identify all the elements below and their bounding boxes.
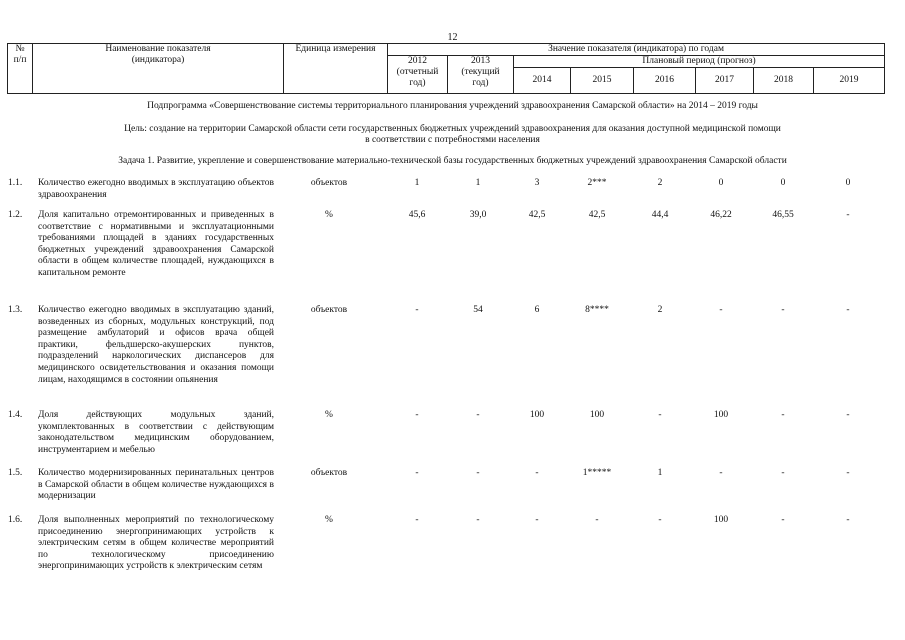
indicator-value: - [846,210,850,220]
indicator-value: - [658,410,662,420]
col-header-unit: Единица измерения [284,44,388,94]
indicator-value: 44,4 [651,210,669,220]
indicator-value: 1 [475,178,481,188]
indicator-value: - [781,410,785,420]
indicator-value: - [415,305,419,315]
col-header-2012: 2012 (отчетный год) [388,56,448,94]
indicator-unit: объектов [310,468,348,478]
col-header-name: Наименование показателя (индикатора) [33,44,284,94]
indicator-value: 2 [657,305,663,315]
col-header-2019: 2019 [814,68,885,94]
indicator-value: - [719,305,723,315]
indicator-value: 6 [534,305,540,315]
col-header-2014: 2014 [514,68,571,94]
subprogram-title: Подпрограмма «Совершенствование системы территориального планирования учреждений здравоохранения Самарской области» на 2014 – 2019 годы [147,101,758,111]
col-header-plan: Плановый период (прогноз) [514,56,885,68]
indicator-unit: % [325,210,333,220]
indicator-value: - [415,468,419,478]
indicator-value: 39,0 [469,210,487,220]
indicator-value: - [846,410,850,420]
indicator-unit: % [325,515,333,525]
indicator-name: Доля капитально отремонтированных и приведенных в соответствие с нормативными и эксплуатационными требованиями площадей в зданиях государственных бюджетных учреждений здравоохранения Самарской области в общем количестве площадей, нуждающихся в капитальном ремонте [38,210,274,278]
indicator-unit: объектов [310,178,348,188]
indicator-name: Доля действующих модульных зданий, укомплектованных в соответствии с действующим законодательством медицинским оборудованием, инструментарием и мебелью [38,410,274,455]
col-header-2016: 2016 [634,68,696,94]
indicator-value: - [535,468,539,478]
indicator-value: - [781,468,785,478]
indicator-value: 42,5 [528,210,546,220]
col-header-2018: 2018 [754,68,814,94]
indicator-value: - [846,305,850,315]
row-number: 1.5. [8,468,23,478]
row-number: 1.6. [8,515,23,525]
indicator-value: - [781,515,785,525]
row-number: 1.2. [8,210,23,220]
indicator-value: 45,6 [408,210,426,220]
indicator-value: - [535,515,539,525]
indicator-unit: % [325,410,333,420]
indicator-value: - [476,468,480,478]
indicator-value: 1 [657,468,663,478]
table-header [7,43,885,94]
page-number: 12 [447,32,458,43]
row-number: 1.4. [8,410,23,420]
col-header-2015: 2015 [571,68,634,94]
indicator-unit: объектов [310,305,348,315]
indicator-value: 0 [845,178,851,188]
indicator-value: 1 [414,178,420,188]
indicator-value: - [415,515,419,525]
task-title: Задача 1. Развитие, укрепление и совершенствование материально-технической базы государственных бюджетных учреждений здравоохранения Самарской области [118,156,787,166]
indicator-value: 100 [713,515,729,525]
goal-text: Цель: создание на территории Самарской области сети государственных бюджетных учреждений здравоохранения для оказания доступной медицинской помощи в соответствии с потребностями населения [124,124,781,145]
indicator-name: Количество ежегодно вводимых в эксплуатацию зданий, возведенных из сборных, модульных конструкций, под размещение амбулаторий и офисов врача общей практики, фельдшерско-акушерских пунктов, подразделений наркологических диспансеров для медицинского освидетельствования и оказания помощи лицам, находящимся в состоянии опьянения [38,305,274,385]
indicator-value: - [781,305,785,315]
indicator-value: 100 [589,410,605,420]
indicator-value: 0 [718,178,724,188]
col-header-2017: 2017 [696,68,754,94]
indicator-value: - [476,515,480,525]
indicator-value: 0 [780,178,786,188]
indicator-value: 2 [657,178,663,188]
indicator-value: 100 [529,410,545,420]
indicator-value: - [719,468,723,478]
indicator-value: 46,22 [710,210,732,220]
indicator-value: 46,55 [772,210,794,220]
indicator-value: - [846,468,850,478]
indicator-name: Количество модернизированных перинатальных центров в Самарской области в общем количестве нуждающихся в модернизации [38,468,274,502]
indicator-value: - [846,515,850,525]
indicator-value: 2*** [587,178,607,188]
indicator-value: 54 [473,305,483,315]
indicator-value: - [415,410,419,420]
indicator-value: 1***** [582,468,612,478]
indicator-value: - [595,515,599,525]
col-header-num: № п/п [8,44,33,94]
col-header-2013: 2013 (текущий год) [448,56,514,94]
indicator-name: Доля выполненных мероприятий по технологическому присоединению энергопринимающих устройств к электрическим сетям в общем количестве мероприятий по технологическому присоединению энергопринимающих устройств к электрическим сетям [38,515,274,572]
row-number: 1.1. [8,178,23,188]
indicator-value: 42,5 [588,210,606,220]
indicator-value: - [658,515,662,525]
indicator-value: 8**** [585,305,609,315]
indicator-name: Количество ежегодно вводимых в эксплуатацию объектов здравоохранения [38,178,274,200]
row-number: 1.3. [8,305,23,315]
indicator-value: 100 [713,410,729,420]
indicator-value: - [476,410,480,420]
indicator-value: 3 [534,178,540,188]
col-header-values: Значение показателя (индикатора) по годам [388,44,885,56]
